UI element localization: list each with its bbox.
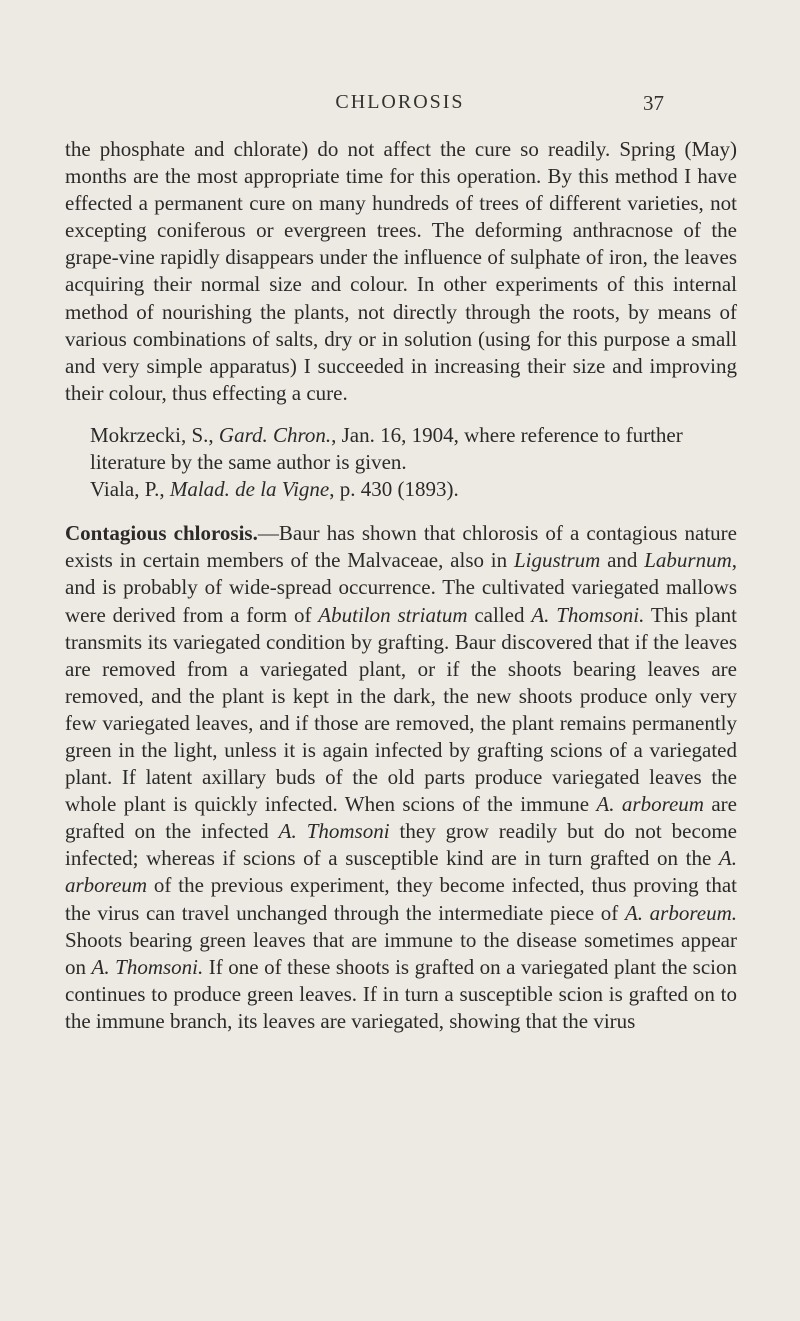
section-text: and bbox=[600, 548, 645, 573]
taxon-name: Abutilon striatum bbox=[318, 602, 468, 627]
taxon-name: A. arboreum bbox=[65, 846, 737, 898]
taxon-name: A. Thomsoni. bbox=[531, 602, 645, 627]
page-header bbox=[0, 91, 800, 121]
running-head: CHLOROSIS bbox=[335, 91, 465, 113]
reference-mokrzecki bbox=[65, 422, 737, 476]
section-text: , and is probably of wide-spread occurrence. The cultivated variegated mallows were derived from a form of bbox=[65, 548, 737, 627]
reference-source: Gard. Chron. bbox=[218, 422, 332, 447]
section-text: called bbox=[467, 602, 532, 627]
taxon-name: A. arboreum bbox=[596, 792, 704, 817]
reference-source: Malad. de la Vigne bbox=[169, 477, 330, 502]
taxon-name: A. arboreum. bbox=[624, 900, 737, 925]
section-text: Shoots bearing green leaves that are immune to the disease sometimes appear on bbox=[65, 927, 737, 979]
page-number: 37 bbox=[643, 91, 664, 115]
reference-author: Mokrzecki, S., bbox=[90, 422, 219, 447]
reference-details: , Jan. 16, 1904, where reference to further literature by the same author is given. bbox=[90, 422, 683, 475]
section-text: —Baur has shown that chlorosis of a contagious nature exists in certain members of the Malvaceae, also in bbox=[65, 521, 737, 573]
section-text: This plant transmits its variegated condition by grafting. Baur discovered that if the leaves are removed from a variegated plant, or if the shoots bearing leaves are removed, and the plant is kept in the dark, the new shoots produce only very few variegated leaves, and if those are removed, the plant remains permanently green in the light, unless it is again infected by grafting scions of a variegated plant. If latent axillary buds of the old parts produce variegated leaves the whole plant is quickly infected. When scions of the immune bbox=[65, 602, 737, 817]
body-text bbox=[65, 136, 737, 1035]
section-heading: Contagious chlorosis. bbox=[65, 521, 258, 546]
references bbox=[65, 422, 737, 503]
taxon-name: Laburnum bbox=[644, 548, 732, 573]
section-text: If one of these shoots is grafted on a variegated plant the scion continues to produce green leaves. If in turn a susceptible scion is grafted on to the immune branch, its leaves are variegated, showing that the virus bbox=[65, 954, 737, 1033]
taxon-name: A. Thomsoni bbox=[278, 819, 390, 844]
paragraph-continuation: the phosphate and chlorate) do not affect the cure so readily. Spring (May) months are the most appropriate time for this operation. By this method I have effected a permanent cure on many hundreds of trees of different varieties, not excepting coniferous or evergreen trees. The deforming anthracnose of the grape-vine rapidly disappears under the influence of sulphate of iron, the leaves acquiring their normal size and colour. In other experiments of this internal method of nourishing the plants, not directly through the roots, by means of various combinations of salts, dry or in solution (using for this purpose a small and very simple apparatus) I succeeded in increasing their size and improving their colour, thus effecting a cure. bbox=[65, 137, 737, 405]
taxon-name: Ligustrum bbox=[513, 548, 601, 573]
section-contagious-chlorosis bbox=[65, 520, 737, 1035]
reference-details: , p. 430 (1893). bbox=[329, 477, 459, 502]
section-text: of the previous experiment, they become infected, thus proving that the virus can travel unchanged through the intermediate piece of bbox=[65, 873, 737, 925]
taxon-name: A. Thomsoni. bbox=[91, 954, 204, 979]
section-text: are grafted on the infected bbox=[65, 792, 737, 844]
section-text: they grow readily but do not become infected; whereas if scions of a susceptible kind are in turn grafted on the bbox=[65, 819, 737, 871]
reference-viala bbox=[65, 476, 737, 503]
reference-author: Viala, P., bbox=[90, 477, 170, 502]
